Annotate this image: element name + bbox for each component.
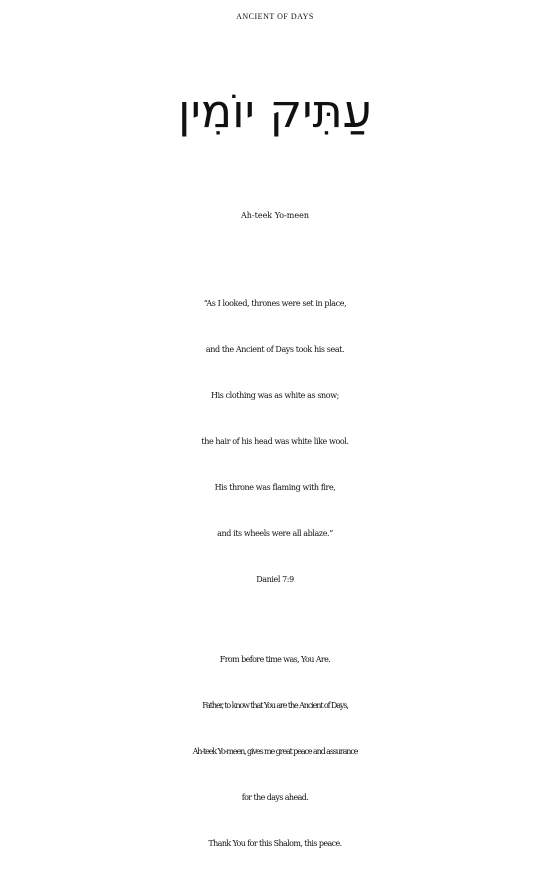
prayer-line: Thank You for this Shalom, this peace. xyxy=(208,839,342,848)
verse-line: and its wheels were all ablaze.” xyxy=(217,529,333,538)
prayer-line: for the days ahead. xyxy=(241,793,309,802)
scripture-reference: Daniel 7:9 xyxy=(256,575,294,584)
hebrew-name-text: עַתִּיק יוֹמִין xyxy=(178,84,372,138)
hebrew-name xyxy=(0,84,550,138)
verse-line: His throne was flaming with fire, xyxy=(214,483,336,492)
verse-line: His clothing was as white as snow; xyxy=(211,391,339,400)
verse-line: “As I looked, thrones were set in place, xyxy=(203,299,347,308)
prayer-line: Ah-teek Yo-meen, gives me great peace and assurance xyxy=(192,747,358,756)
page-title: ANCIENT OF DAYS xyxy=(236,12,314,21)
verse-line: the hair of his head was white like wool. xyxy=(201,437,349,446)
verse-line: and the Ancient of Days took his seat. xyxy=(205,345,345,354)
transliteration: Ah-teek Yo-meen xyxy=(240,211,310,220)
prayer-line: Father, to know that You are the Ancient of Days, xyxy=(202,701,348,710)
prayer-line: From before time was, You Are. xyxy=(219,655,331,664)
